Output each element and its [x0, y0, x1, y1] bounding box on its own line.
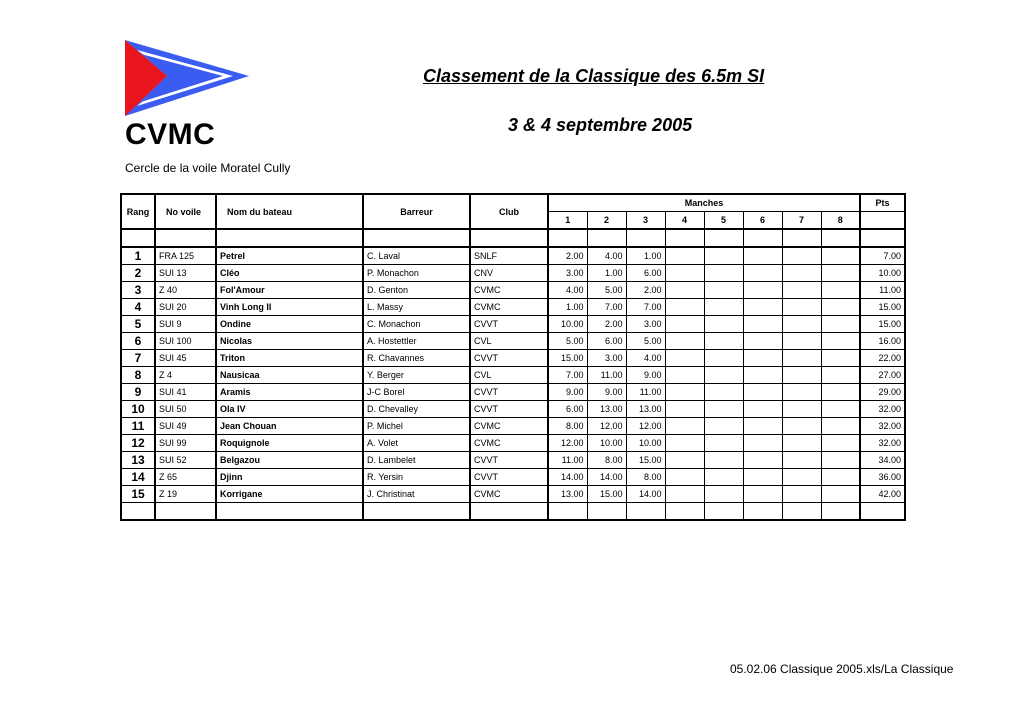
row-manche-3: 10.00 [626, 435, 665, 452]
table-row [121, 299, 905, 316]
row-nom-bateau: Triton [216, 350, 363, 367]
row-manche-6 [743, 401, 782, 418]
header-club: Club [470, 194, 548, 229]
table-row [121, 265, 905, 282]
row-manche-2: 14.00 [587, 469, 626, 486]
row-manche-6 [743, 333, 782, 350]
row-rang: 6 [121, 333, 155, 350]
row-club: CVMC [470, 435, 548, 452]
table-row [121, 486, 905, 503]
header-manche-3: 3 [626, 212, 665, 230]
row-nom-bateau: Belgazou [216, 452, 363, 469]
row-nom-bateau: Nicolas [216, 333, 363, 350]
row-rang: 1 [121, 247, 155, 265]
row-no-voile: Z 4 [155, 367, 216, 384]
row-manche-3: 4.00 [626, 350, 665, 367]
spacer-row-bottom [121, 503, 905, 521]
row-nom-bateau: Roquignole [216, 435, 363, 452]
row-manche-1: 14.00 [548, 469, 587, 486]
row-manche-7 [782, 247, 821, 265]
row-manche-8 [821, 384, 860, 401]
table-row [121, 469, 905, 486]
row-manche-3: 8.00 [626, 469, 665, 486]
row-manche-4 [665, 299, 704, 316]
table-row [121, 401, 905, 418]
row-manche-6 [743, 299, 782, 316]
row-manche-1: 1.00 [548, 299, 587, 316]
row-nom-bateau: Petrel [216, 247, 363, 265]
row-manche-3: 5.00 [626, 333, 665, 350]
header-manche-6: 6 [743, 212, 782, 230]
row-manche-5 [704, 384, 743, 401]
row-manche-4 [665, 418, 704, 435]
row-club: CVMC [470, 282, 548, 299]
row-pts: 22.00 [860, 350, 905, 367]
row-manche-6 [743, 418, 782, 435]
row-manche-6 [743, 265, 782, 282]
row-manche-7 [782, 418, 821, 435]
row-manche-3: 1.00 [626, 247, 665, 265]
row-manche-8 [821, 316, 860, 333]
row-manche-5 [704, 469, 743, 486]
table-row [121, 418, 905, 435]
row-rang: 11 [121, 418, 155, 435]
row-nom-bateau: Nausicaa [216, 367, 363, 384]
row-club: CVVT [470, 401, 548, 418]
row-manche-5 [704, 486, 743, 503]
row-manche-4 [665, 265, 704, 282]
event-date: 3 & 4 septembre 2005 [508, 115, 693, 135]
row-manche-8 [821, 247, 860, 265]
row-manche-8 [821, 486, 860, 503]
row-no-voile: SUI 45 [155, 350, 216, 367]
row-barreur: D. Chevalley [363, 401, 470, 418]
header-manche-8: 8 [821, 212, 860, 230]
row-pts: 32.00 [860, 418, 905, 435]
row-manche-1: 10.00 [548, 316, 587, 333]
header-manche-2: 2 [587, 212, 626, 230]
row-manche-1: 12.00 [548, 435, 587, 452]
row-no-voile: SUI 41 [155, 384, 216, 401]
row-manche-5 [704, 299, 743, 316]
row-manche-7 [782, 469, 821, 486]
row-manche-6 [743, 469, 782, 486]
row-barreur: Y. Berger [363, 367, 470, 384]
row-no-voile: SUI 13 [155, 265, 216, 282]
row-club: CVL [470, 367, 548, 384]
row-nom-bateau: Jean Chouan [216, 418, 363, 435]
row-manche-7 [782, 299, 821, 316]
row-rang: 13 [121, 452, 155, 469]
table-row [121, 435, 905, 452]
table-row [121, 452, 905, 469]
row-manche-7 [782, 452, 821, 469]
row-manche-7 [782, 333, 821, 350]
row-manche-3: 7.00 [626, 299, 665, 316]
header-manche-7: 7 [782, 212, 821, 230]
row-manche-6 [743, 384, 782, 401]
header-barreur: Barreur [363, 194, 470, 229]
row-rang: 8 [121, 367, 155, 384]
row-club: CVMC [470, 418, 548, 435]
row-manche-2: 13.00 [587, 401, 626, 418]
row-manche-5 [704, 401, 743, 418]
row-manche-2: 15.00 [587, 486, 626, 503]
row-club: CVVT [470, 350, 548, 367]
row-no-voile: FRA 125 [155, 247, 216, 265]
row-manche-7 [782, 384, 821, 401]
row-manche-2: 1.00 [587, 265, 626, 282]
row-manche-4 [665, 350, 704, 367]
row-manche-7 [782, 316, 821, 333]
row-barreur: A. Volet [363, 435, 470, 452]
row-club: CVMC [470, 299, 548, 316]
row-no-voile: SUI 100 [155, 333, 216, 350]
row-barreur: C. Laval [363, 247, 470, 265]
header-rang: Rang [121, 194, 155, 229]
row-manche-4 [665, 435, 704, 452]
row-manche-2: 7.00 [587, 299, 626, 316]
row-manche-5 [704, 367, 743, 384]
header-pts: Pts [860, 194, 905, 212]
row-manche-4 [665, 247, 704, 265]
row-manche-2: 8.00 [587, 452, 626, 469]
row-no-voile: SUI 20 [155, 299, 216, 316]
row-manche-8 [821, 418, 860, 435]
row-nom-bateau: Ondine [216, 316, 363, 333]
row-manche-1: 2.00 [548, 247, 587, 265]
results-table [120, 193, 906, 521]
row-barreur: J. Christinat [363, 486, 470, 503]
row-manche-1: 9.00 [548, 384, 587, 401]
row-club: CVVT [470, 452, 548, 469]
row-pts: 29.00 [860, 384, 905, 401]
row-rang: 9 [121, 384, 155, 401]
row-club: CVVT [470, 384, 548, 401]
row-pts: 34.00 [860, 452, 905, 469]
row-pts: 36.00 [860, 469, 905, 486]
row-manche-5 [704, 282, 743, 299]
row-rang: 3 [121, 282, 155, 299]
row-nom-bateau: Cléo [216, 265, 363, 282]
row-pts: 32.00 [860, 401, 905, 418]
row-manche-4 [665, 486, 704, 503]
row-manche-8 [821, 469, 860, 486]
row-manche-2: 4.00 [587, 247, 626, 265]
table-row [121, 316, 905, 333]
row-manche-6 [743, 316, 782, 333]
row-no-voile: SUI 50 [155, 401, 216, 418]
row-manche-2: 2.00 [587, 316, 626, 333]
row-no-voile: Z 19 [155, 486, 216, 503]
row-manche-5 [704, 418, 743, 435]
row-manche-2: 12.00 [587, 418, 626, 435]
footer-file-path: 05.02.06 Classique 2005.xls/La Classique [730, 662, 954, 676]
row-manche-2: 3.00 [587, 350, 626, 367]
row-manche-8 [821, 333, 860, 350]
row-manche-1: 5.00 [548, 333, 587, 350]
row-manche-8 [821, 350, 860, 367]
row-rang: 10 [121, 401, 155, 418]
row-no-voile: SUI 52 [155, 452, 216, 469]
row-pts: 15.00 [860, 316, 905, 333]
row-no-voile: Z 40 [155, 282, 216, 299]
row-manche-4 [665, 367, 704, 384]
table-row [121, 282, 905, 299]
row-nom-bateau: Djinn [216, 469, 363, 486]
row-rang: 7 [121, 350, 155, 367]
row-manche-7 [782, 350, 821, 367]
row-manche-4 [665, 333, 704, 350]
page-title: Classement de la Classique des 6.5m SI [423, 66, 765, 86]
row-pts: 27.00 [860, 367, 905, 384]
row-manche-4 [665, 384, 704, 401]
row-nom-bateau: Aramis [216, 384, 363, 401]
row-rang: 15 [121, 486, 155, 503]
header-manches: Manches [548, 194, 860, 212]
row-manche-1: 11.00 [548, 452, 587, 469]
row-nom-bateau: Vinh Long II [216, 299, 363, 316]
row-no-voile: SUI 9 [155, 316, 216, 333]
row-no-voile: Z 65 [155, 469, 216, 486]
row-manche-4 [665, 316, 704, 333]
row-barreur: R. Yersin [363, 469, 470, 486]
row-manche-1: 3.00 [548, 265, 587, 282]
row-manche-3: 13.00 [626, 401, 665, 418]
row-manche-2: 10.00 [587, 435, 626, 452]
row-manche-4 [665, 401, 704, 418]
row-manche-6 [743, 367, 782, 384]
header-manche-4: 4 [665, 212, 704, 230]
row-manche-8 [821, 435, 860, 452]
row-club: CVVT [470, 469, 548, 486]
row-manche-6 [743, 247, 782, 265]
cvmc-pennant-logo [123, 38, 251, 118]
row-manche-5 [704, 265, 743, 282]
row-manche-3: 12.00 [626, 418, 665, 435]
row-barreur: P. Monachon [363, 265, 470, 282]
row-pts: 16.00 [860, 333, 905, 350]
row-manche-2: 5.00 [587, 282, 626, 299]
table-row [121, 333, 905, 350]
row-rang: 2 [121, 265, 155, 282]
row-manche-5 [704, 247, 743, 265]
row-manche-3: 15.00 [626, 452, 665, 469]
club-full-name: Cercle de la voile Moratel Cully [125, 161, 291, 175]
header-no-voile: No voile [155, 194, 216, 229]
row-pts: 42.00 [860, 486, 905, 503]
row-manche-7 [782, 435, 821, 452]
row-manche-7 [782, 282, 821, 299]
row-pts: 11.00 [860, 282, 905, 299]
row-no-voile: SUI 99 [155, 435, 216, 452]
row-manche-7 [782, 486, 821, 503]
row-manche-1: 7.00 [548, 367, 587, 384]
row-manche-3: 2.00 [626, 282, 665, 299]
row-pts: 15.00 [860, 299, 905, 316]
table-row [121, 247, 905, 265]
row-manche-5 [704, 350, 743, 367]
row-manche-3: 11.00 [626, 384, 665, 401]
row-manche-2: 9.00 [587, 384, 626, 401]
row-club: SNLF [470, 247, 548, 265]
row-barreur: C. Monachon [363, 316, 470, 333]
row-manche-6 [743, 282, 782, 299]
row-manche-4 [665, 469, 704, 486]
row-barreur: D. Genton [363, 282, 470, 299]
row-manche-8 [821, 452, 860, 469]
table-row [121, 384, 905, 401]
row-manche-6 [743, 486, 782, 503]
results-body [121, 229, 905, 520]
row-manche-1: 13.00 [548, 486, 587, 503]
row-manche-1: 4.00 [548, 282, 587, 299]
row-rang: 12 [121, 435, 155, 452]
row-manche-3: 3.00 [626, 316, 665, 333]
row-manche-3: 14.00 [626, 486, 665, 503]
row-rang: 5 [121, 316, 155, 333]
row-manche-3: 6.00 [626, 265, 665, 282]
row-club: CNV [470, 265, 548, 282]
row-manche-8 [821, 282, 860, 299]
row-manche-5 [704, 333, 743, 350]
row-manche-7 [782, 367, 821, 384]
row-manche-5 [704, 316, 743, 333]
row-manche-5 [704, 435, 743, 452]
row-manche-1: 6.00 [548, 401, 587, 418]
row-manche-1: 15.00 [548, 350, 587, 367]
row-manche-2: 11.00 [587, 367, 626, 384]
row-nom-bateau: Fol'Amour [216, 282, 363, 299]
header-manche-5: 5 [704, 212, 743, 230]
row-manche-5 [704, 452, 743, 469]
row-manche-6 [743, 435, 782, 452]
row-barreur: A. Hostettler [363, 333, 470, 350]
header-nom-bateau: Nom du bateau [216, 194, 363, 229]
header-manche-1: 1 [548, 212, 587, 230]
row-rang: 14 [121, 469, 155, 486]
row-manche-7 [782, 401, 821, 418]
row-manche-2: 6.00 [587, 333, 626, 350]
row-manche-8 [821, 265, 860, 282]
header-pts-blank [860, 212, 905, 230]
row-barreur: D. Lambelet [363, 452, 470, 469]
row-pts: 32.00 [860, 435, 905, 452]
row-barreur: L. Massy [363, 299, 470, 316]
row-pts: 7.00 [860, 247, 905, 265]
row-nom-bateau: Korrigane [216, 486, 363, 503]
row-rang: 4 [121, 299, 155, 316]
row-manche-7 [782, 265, 821, 282]
row-manche-8 [821, 299, 860, 316]
row-manche-6 [743, 452, 782, 469]
row-no-voile: SUI 49 [155, 418, 216, 435]
row-barreur: R. Chavannes [363, 350, 470, 367]
table-row [121, 350, 905, 367]
row-manche-4 [665, 452, 704, 469]
row-manche-4 [665, 282, 704, 299]
row-barreur: J-C Borel [363, 384, 470, 401]
spacer-row-top [121, 229, 905, 247]
row-nom-bateau: Ola IV [216, 401, 363, 418]
row-manche-3: 9.00 [626, 367, 665, 384]
row-club: CVMC [470, 486, 548, 503]
table-row [121, 367, 905, 384]
club-abbreviation: CVMC [125, 118, 216, 151]
row-manche-8 [821, 401, 860, 418]
row-manche-6 [743, 350, 782, 367]
row-pts: 10.00 [860, 265, 905, 282]
row-club: CVVT [470, 316, 548, 333]
row-barreur: P. Michel [363, 418, 470, 435]
row-manche-8 [821, 367, 860, 384]
row-club: CVL [470, 333, 548, 350]
row-manche-1: 8.00 [548, 418, 587, 435]
